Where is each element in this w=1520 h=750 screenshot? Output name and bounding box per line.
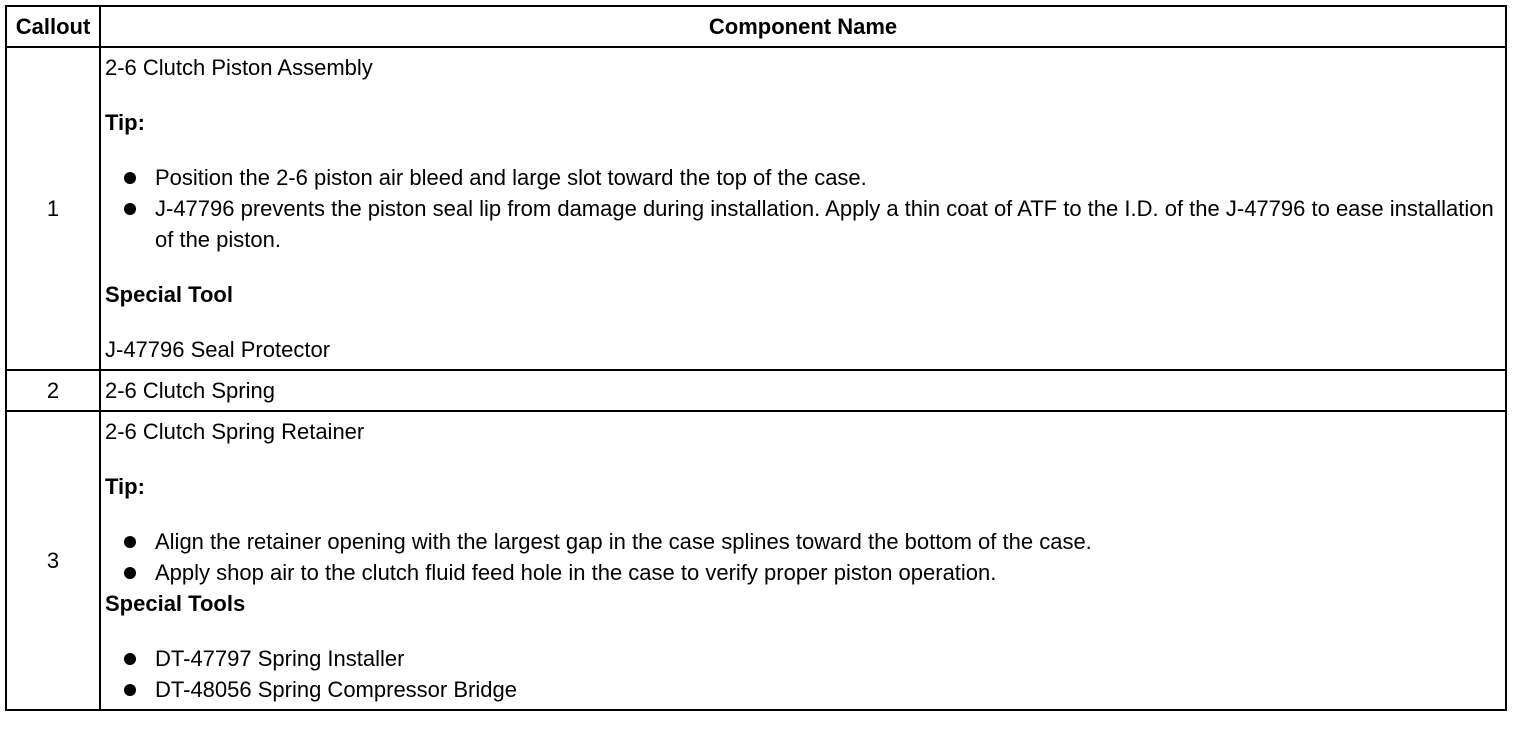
list-item	[105, 557, 1499, 588]
component-cell	[100, 411, 1506, 710]
tip-text: Position the 2-6 piston air bleed and large slot toward the top of the case.	[155, 165, 867, 190]
table-row	[6, 411, 1506, 710]
special-tool-name: J-47796 Seal Protector	[105, 337, 331, 362]
table-row	[6, 47, 1506, 370]
bullet-icon	[124, 653, 136, 665]
callout-cell: 3	[6, 411, 100, 710]
special-tools-list	[105, 643, 1499, 705]
component-table	[5, 5, 1507, 711]
component-name: 2-6 Clutch Spring Retainer	[105, 419, 365, 444]
bullet-icon	[124, 567, 136, 579]
special-tools-heading: Special Tools	[105, 591, 246, 616]
tip-list	[105, 162, 1499, 255]
callout-cell: 2	[6, 370, 100, 411]
list-item	[105, 643, 1499, 674]
tip-text: J-47796 prevents the piston seal lip from damage during installation. Apply a thin coat of ATF to the I.D. of the J-47796 to ease installation of the piston.	[155, 196, 1494, 252]
bullet-icon	[124, 684, 136, 696]
header-callout: Callout	[6, 6, 100, 47]
component-name: 2-6 Clutch Spring	[105, 378, 275, 403]
callout-cell: 1	[6, 47, 100, 370]
tip-label: Tip:	[105, 110, 145, 135]
tool-text: DT-47797 Spring Installer	[155, 646, 405, 671]
tip-text: Apply shop air to the clutch fluid feed hole in the case to verify proper piston operation.	[155, 560, 997, 585]
tip-list	[105, 526, 1499, 588]
table-row	[6, 370, 1506, 411]
tip-text: Align the retainer opening with the largest gap in the case splines toward the bottom of the case.	[155, 529, 1092, 554]
bullet-icon	[124, 172, 136, 184]
component-name: 2-6 Clutch Piston Assembly	[105, 55, 373, 80]
list-item	[105, 674, 1499, 705]
tip-label: Tip:	[105, 474, 145, 499]
list-item	[105, 162, 1499, 193]
component-cell	[100, 47, 1506, 370]
list-item	[105, 193, 1499, 255]
header-row	[6, 6, 1506, 47]
bullet-icon	[124, 536, 136, 548]
bullet-icon	[124, 203, 136, 215]
component-cell	[100, 370, 1506, 411]
special-tool-heading: Special Tool	[105, 282, 233, 307]
tool-text: DT-48056 Spring Compressor Bridge	[155, 677, 517, 702]
header-component-name: Component Name	[100, 6, 1506, 47]
list-item	[105, 526, 1499, 557]
